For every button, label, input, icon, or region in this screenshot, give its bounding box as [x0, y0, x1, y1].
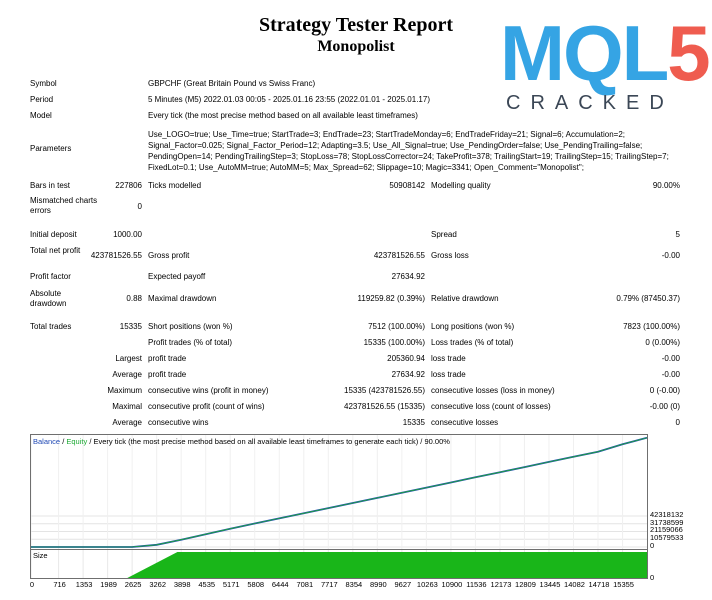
grossprofit-label: Gross profit [148, 251, 190, 260]
x-tick-label: 5171 [222, 580, 240, 589]
legend-balance: Balance [33, 437, 61, 446]
x-tick-label: 3262 [149, 580, 166, 589]
absdd-value: 0.88 [126, 294, 142, 303]
row-maximum [0, 386, 712, 400]
row-maximal [0, 402, 712, 416]
size-chart-area [30, 549, 648, 579]
x-tick-label: 13445 [539, 580, 561, 589]
period-value: 5 Minutes (M5) 2022.01.03 00:05 - 2025.01.16 23:55 (2022.01.01 - 2025.01.17) [148, 95, 430, 104]
series-line-equity [31, 438, 647, 547]
average-profit-value: 27634.92 [391, 370, 425, 379]
average-loss-label: loss trade [431, 370, 466, 379]
row-symbol [0, 79, 712, 93]
netprofit-value: 423781526.55 [90, 251, 142, 260]
x-tick-label: 716 [53, 580, 66, 589]
mcp-value: 423781526.55 (15335) [344, 402, 425, 411]
acl-value: 0 [675, 418, 680, 427]
y-tick-label: 21159066 [650, 525, 683, 535]
trades-value: 15335 [119, 322, 142, 331]
quality-value: 90.00% [652, 181, 680, 190]
largest-profit-label: profit trade [148, 354, 187, 363]
largest-profit-value: 205360.94 [387, 354, 425, 363]
series-line-balance [31, 438, 647, 547]
row-average-consecutive [0, 418, 712, 432]
average-loss-value: -0.00 [661, 370, 680, 379]
deposit-value: 1000.00 [113, 230, 142, 239]
x-tick-label: 0 [29, 580, 35, 589]
profittrades-value: 15335 (100.00%) [363, 338, 425, 347]
maximal-label: Maximal [112, 402, 142, 411]
x-tick-label: 14082 [564, 580, 585, 589]
quality-label: Modelling quality [431, 181, 491, 190]
row-profittrades [0, 338, 712, 352]
mcl-value: 0 (-0.00) [649, 386, 680, 395]
row-netprofit [0, 246, 712, 268]
report-title: Strategy Tester Report [258, 14, 454, 36]
largest-label: Largest [115, 354, 142, 363]
row-drawdown [0, 289, 712, 311]
acl-label: consecutive losses [431, 418, 499, 427]
largest-loss-value: -0.00 [661, 354, 680, 363]
x-tick-label: 6444 [271, 580, 289, 589]
acw-value: 15335 [402, 418, 425, 427]
grossprofit-value: 423781526.55 [373, 251, 425, 260]
x-tick-label: 9627 [394, 580, 412, 589]
x-tick-label: 4535 [198, 580, 216, 589]
spread-value: 5 [675, 230, 680, 239]
losstrades-label: Loss trades (% of total) [431, 338, 514, 347]
largest-loss-label: loss trade [431, 354, 466, 363]
short-label: Short positions (won %) [148, 322, 233, 331]
row-mismatch [0, 196, 712, 220]
model-value: Every tick (the most precise method based on all available least timeframes) [148, 111, 418, 120]
grossloss-label: Gross loss [431, 251, 469, 260]
row-model [0, 111, 712, 125]
symbol-label: Symbol [30, 79, 57, 88]
expected-label: Expected payoff [148, 272, 206, 281]
mcw-value: 15335 (423781526.55) [344, 386, 425, 395]
x-tick-label: 1353 [75, 580, 93, 589]
maximum-label: Maximum [107, 386, 142, 395]
netprofit-label: Total net profit [30, 246, 81, 255]
size-chart [31, 550, 647, 578]
maxdd-label: Maximal drawdown [148, 294, 217, 303]
y-tick-label: 31738599 [650, 517, 684, 527]
row-period [0, 95, 712, 109]
mcll-label: consecutive loss (count of losses) [431, 402, 551, 411]
profittrades-label: Profit trades (% of total) [148, 338, 233, 347]
row-deposit [0, 230, 712, 244]
logo-sub-text: CRACKED [506, 92, 674, 114]
size-axis-zero: 0 [650, 573, 655, 582]
long-value: 7823 (100.00%) [623, 322, 680, 331]
x-tick-label: 10900 [441, 580, 463, 589]
pf-label: Profit factor [30, 272, 71, 281]
average-profit-label: profit trade [148, 370, 187, 379]
balance-chart-area [30, 434, 648, 550]
size-fill [127, 552, 647, 578]
grossloss-value: -0.00 [661, 251, 680, 260]
row-bars [0, 181, 712, 195]
mismatch-value: 0 [137, 202, 142, 211]
mcll-value: -0.00 (0) [649, 402, 680, 411]
short-value: 7512 (100.00%) [368, 322, 425, 331]
model-label: Model [30, 111, 52, 120]
ticks-label: Ticks modelled [148, 181, 202, 190]
expected-value: 27634.92 [391, 272, 425, 281]
y-tick-label: 42318132 [650, 509, 684, 519]
row-profitfactor [0, 272, 712, 286]
bars-label: Bars in test [30, 181, 71, 190]
reldd-value: 0.79% (87450.37) [616, 294, 680, 303]
row-average [0, 370, 712, 384]
x-tick-label: 12809 [515, 580, 536, 589]
spread-label: Spread [431, 230, 457, 239]
deposit-label: Initial deposit [30, 230, 77, 239]
losstrades-value: 0 (0.00%) [645, 338, 680, 347]
period-label: Period [30, 95, 54, 104]
legend-sep: / [60, 437, 67, 446]
x-tick-label: 1989 [100, 580, 117, 589]
x-tick-label: 10263 [416, 580, 438, 589]
row-trades [0, 322, 712, 336]
legend-rest: / Every tick (the most precise method based on all available least timeframes to generate each tick) / 90.00% [87, 437, 450, 446]
y-tick-label: 0 [650, 541, 655, 550]
mcw-label: consecutive wins (profit in money) [148, 386, 269, 395]
x-tick-label: 14718 [588, 580, 610, 589]
report-subtitle: Monopolist [317, 38, 395, 55]
mcp-label: consecutive profit (count of wins) [148, 402, 265, 411]
acw-label: consecutive wins [148, 418, 209, 427]
balance-chart [31, 435, 647, 549]
size-label: Size [33, 551, 48, 560]
x-tick-label: 3898 [173, 580, 191, 589]
x-tick-label: 5808 [247, 580, 265, 589]
mismatch-label: Mismatched charts errors [30, 196, 98, 215]
mcl-label: consecutive losses (loss in money) [431, 386, 555, 395]
absdd-label: Absolute drawdown [30, 289, 67, 308]
x-tick-label: 11536 [466, 580, 487, 589]
logo-main-text: MQL5 [500, 9, 709, 97]
bars-value: 227806 [115, 181, 142, 190]
average-label: Average [112, 370, 142, 379]
maxdd-value: 119259.82 (0.39%) [357, 294, 425, 303]
ticks-value: 50908142 [389, 181, 425, 190]
long-label: Long positions (won %) [431, 322, 515, 331]
x-tick-label: 15355 [613, 580, 634, 589]
reldd-label: Relative drawdown [431, 294, 499, 303]
symbol-value: GBPCHF (Great Britain Pound vs Swiss Franc) [148, 79, 316, 88]
x-tick-label: 2625 [124, 580, 142, 589]
chart-legend [33, 437, 450, 446]
legend-equity: Equity [66, 437, 88, 446]
x-tick-label: 7717 [320, 580, 338, 589]
x-tick-label: 8990 [369, 580, 387, 589]
x-tick-label: 7081 [296, 580, 314, 589]
row-largest [0, 354, 712, 368]
parameters-value: Use_LOGO=true; Use_Time=true; StartTrade=3; EndTrade=23; StartTradeMonday=6; EndTradeFriday=21; Signal=6; Accumulation=2; Signal_Factor=0.025; Signal_Factor_Period=12; Adapting=3.5; Use_All_Signal=true; Use_PendingOrder=false; Use_PendingTrailing=false; PendingOpen=14; PendingTrailingStep=3; StopLoss=78; StopLossCorrector=24; TakeProfit=378; TrailingStart=19; TrailingStep=15; TrailingStep=7; FixedLot=0.1; Use_AutoMM=true; AutoMM=5; Max_Spread=62; Slippage=10; Magic=3341; Open_Comment="Monopolist"; [148, 130, 669, 172]
y-tick-label: 10579533 [650, 533, 684, 543]
x-tick-label: 12173 [490, 580, 512, 589]
parameters-label: Parameters [30, 144, 72, 153]
trades-label: Total trades [30, 322, 72, 331]
average2-label: Average [112, 418, 142, 427]
x-tick-label: 8354 [345, 580, 363, 589]
